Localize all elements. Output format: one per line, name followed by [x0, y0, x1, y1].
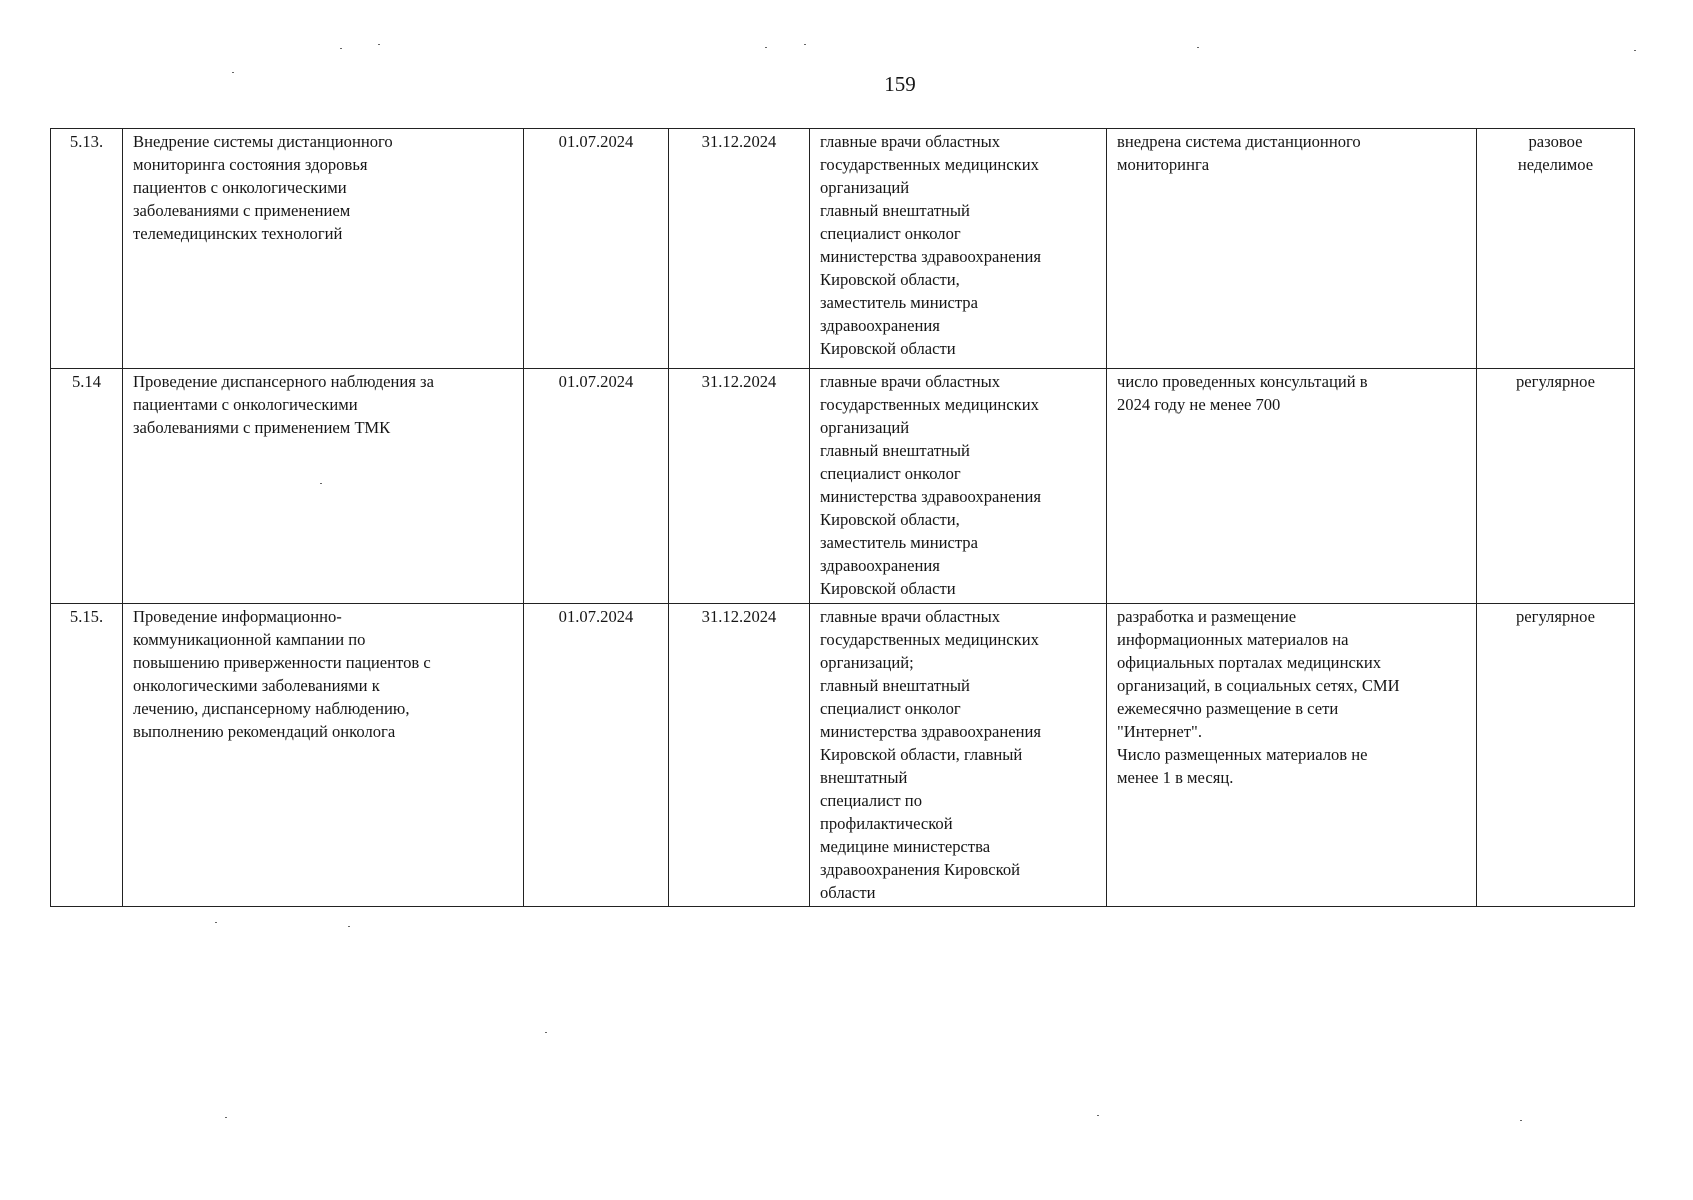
row-number-cell	[51, 369, 123, 604]
responsible-persons-line: здравоохранения Кировской	[820, 860, 1021, 879]
responsible-persons-line: организаций;	[820, 653, 914, 672]
end-date-cell	[669, 129, 810, 369]
row-number: 5.13.	[69, 132, 104, 151]
responsible-persons-cell	[810, 604, 1107, 907]
responsible-persons-line: государственных медицинских	[820, 155, 1039, 174]
responsible-persons-line: главные врачи областных	[820, 372, 1001, 391]
responsible-persons-line: специалист онколог	[820, 224, 961, 243]
event-name-line: коммуникационной кампании по	[133, 630, 366, 649]
expected-result-line: ежемесячно размещение в сети	[1117, 699, 1339, 718]
responsible-persons-line: заместитель министра	[820, 533, 978, 552]
event-name-line: заболеваниями с применением ТМК	[133, 418, 391, 437]
responsible-persons-line: специалист онколог	[820, 699, 961, 718]
responsible-persons-line: министерства здравоохранения	[820, 487, 1042, 506]
scan-speck	[1634, 50, 1636, 51]
row-number-cell	[51, 604, 123, 907]
start-date-cell	[524, 369, 669, 604]
scan-speck	[215, 922, 217, 923]
event-name-line: повышению приверженности пациентов с	[133, 653, 431, 672]
end-date: 31.12.2024	[701, 372, 777, 391]
start-date-cell	[524, 604, 669, 907]
scan-speck	[765, 47, 767, 48]
scan-speck	[1097, 1115, 1099, 1116]
table-row	[51, 129, 1635, 369]
expected-result-line: число проведенных консультаций в	[1117, 372, 1368, 391]
event-name-line: онкологическими заболеваниями к	[133, 676, 380, 695]
expected-result-line: разработка и размещение	[1117, 607, 1297, 626]
responsible-persons-cell	[810, 129, 1107, 369]
end-date-cell	[669, 604, 810, 907]
scan-speck	[1520, 1120, 1522, 1121]
responsible-persons-line: организаций	[820, 178, 910, 197]
responsible-persons-line: главные врачи областных	[820, 607, 1001, 626]
responsible-persons-line: внештатный	[820, 768, 908, 787]
expected-result-line: внедрена система дистанционного	[1117, 132, 1361, 151]
row-number-cell	[51, 129, 123, 369]
table-row	[51, 369, 1635, 604]
responsible-persons-line: государственных медицинских	[820, 395, 1039, 414]
responsible-persons-line: Кировской области,	[820, 270, 960, 289]
responsible-persons-line: Кировской области	[820, 579, 956, 598]
responsible-persons-line: заместитель министра	[820, 293, 978, 312]
end-date-cell	[669, 369, 810, 604]
expected-result-line: "Интернет".	[1117, 722, 1202, 741]
responsible-persons-line: Кировской области,	[820, 510, 960, 529]
scan-speck	[232, 72, 234, 73]
event-name-line: мониторинга состояния здоровья	[133, 155, 368, 174]
responsible-persons-line: области	[820, 883, 876, 902]
responsible-persons-line: Кировской области, главный	[820, 745, 1023, 764]
responsible-persons-line: Кировской области	[820, 339, 956, 358]
responsible-persons-line: государственных медицинских	[820, 630, 1039, 649]
expected-result-line: информационных материалов на	[1117, 630, 1349, 649]
result-type-line: регулярное	[1516, 372, 1595, 391]
result-type-cell	[1477, 604, 1635, 907]
responsible-persons-line: медицине министерства	[820, 837, 991, 856]
event-name-line: пациентов с онкологическими	[133, 178, 347, 197]
scan-speck	[804, 44, 806, 45]
event-name-cell	[123, 129, 524, 369]
end-date: 31.12.2024	[701, 607, 777, 626]
responsible-persons-line: главные врачи областных	[820, 132, 1001, 151]
responsible-persons-line: главный внештатный	[820, 441, 970, 460]
start-date: 01.07.2024	[558, 607, 634, 626]
event-name-line: лечению, диспансерному наблюдению,	[133, 699, 410, 718]
event-name-line: выполнению рекомендаций онколога	[133, 722, 396, 741]
expected-result-cell	[1107, 604, 1477, 907]
result-type-cell	[1477, 369, 1635, 604]
expected-result-line: Число размещенных материалов не	[1117, 745, 1368, 764]
scan-speck	[378, 44, 380, 45]
scan-speck	[1197, 47, 1199, 48]
row-number: 5.14	[71, 372, 102, 391]
scan-speck	[225, 1117, 227, 1118]
responsible-persons-line: специалист онколог	[820, 464, 961, 483]
responsible-persons-line: профилактической	[820, 814, 953, 833]
row-number: 5.15.	[69, 607, 104, 626]
event-name-line: заболеваниями с применением	[133, 201, 351, 220]
scan-speck	[545, 1032, 547, 1033]
responsible-persons-line: здравоохранения	[820, 316, 940, 335]
result-type-line: регулярное	[1516, 607, 1595, 626]
page-number: 159	[884, 72, 916, 96]
responsible-persons-line: министерства здравоохранения	[820, 722, 1042, 741]
expected-result-cell	[1107, 369, 1477, 604]
event-name-line: телемедицинских технологий	[133, 224, 343, 243]
responsible-persons-line: специалист по	[820, 791, 922, 810]
expected-result-line: 2024 году не менее 700	[1117, 395, 1281, 414]
event-name-line: пациентами с онкологическими	[133, 395, 358, 414]
expected-result-line: организаций, в социальных сетях, СМИ	[1117, 676, 1400, 695]
expected-result-line: менее 1 в месяц.	[1117, 768, 1234, 787]
responsible-persons-line: главный внештатный	[820, 676, 970, 695]
expected-result-line: официальных порталах медицинских	[1117, 653, 1382, 672]
result-type-cell	[1477, 129, 1635, 369]
expected-result-cell	[1107, 129, 1477, 369]
scan-speck	[348, 926, 350, 927]
responsible-persons-line: организаций	[820, 418, 910, 437]
responsible-persons-cell	[810, 369, 1107, 604]
event-name-cell	[123, 369, 524, 604]
start-date: 01.07.2024	[558, 372, 634, 391]
scan-speck	[320, 483, 322, 484]
event-name-cell	[123, 604, 524, 907]
result-type-line: неделимое	[1517, 155, 1594, 174]
expected-result-line: мониторинга	[1117, 155, 1210, 174]
result-type-line: разовое	[1528, 132, 1583, 151]
table-row	[51, 604, 1635, 907]
start-date: 01.07.2024	[558, 132, 634, 151]
event-name-line: Проведение диспансерного наблюдения за	[133, 372, 434, 391]
activities-table	[50, 128, 1635, 907]
event-name-line: Внедрение системы дистанционного	[133, 132, 393, 151]
responsible-persons-line: главный внештатный	[820, 201, 970, 220]
responsible-persons-line: министерства здравоохранения	[820, 247, 1042, 266]
scan-speck	[340, 48, 342, 49]
start-date-cell	[524, 129, 669, 369]
responsible-persons-line: здравоохранения	[820, 556, 940, 575]
event-name-line: Проведение информационно-	[133, 607, 342, 626]
end-date: 31.12.2024	[701, 132, 777, 151]
